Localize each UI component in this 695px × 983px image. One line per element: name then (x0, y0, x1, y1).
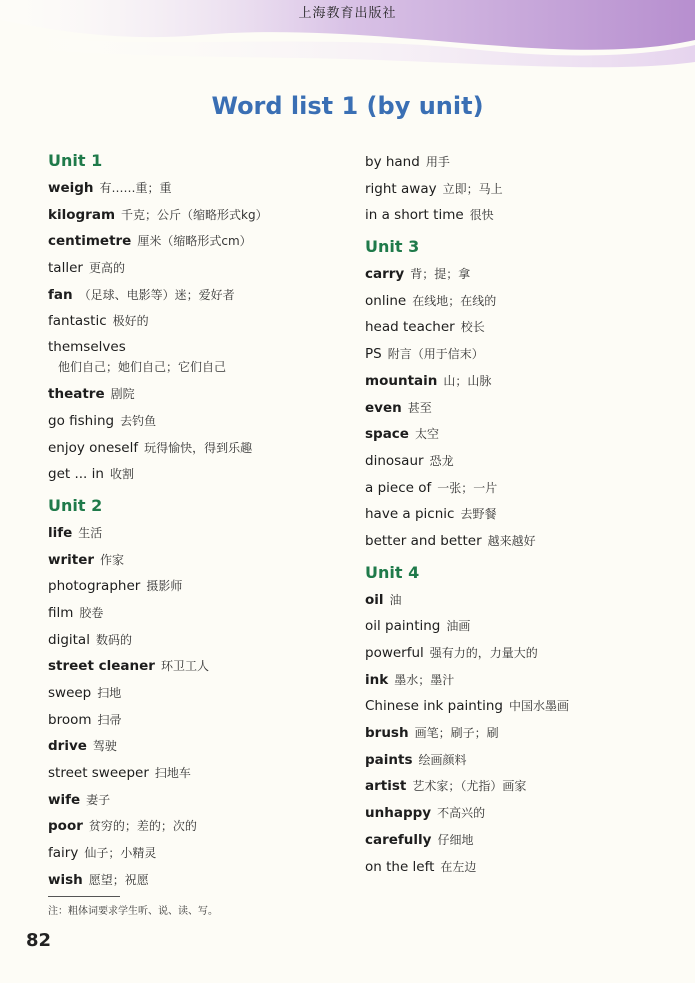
vocab-meaning: 扫地 (97, 686, 122, 700)
vocab-word: digital (48, 631, 90, 648)
vocab-meaning: 很快 (469, 208, 494, 223)
vocab-meaning: 扫帚 (97, 712, 122, 727)
vocab-entry (48, 572, 348, 599)
vocab-word: life (48, 524, 73, 541)
vocab-meaning: 甚至 (407, 400, 432, 415)
vocab-word: kilogram (48, 206, 116, 223)
vocab-entry (48, 380, 348, 407)
vocab-word: writer (48, 551, 95, 568)
vocab-entry (48, 812, 348, 839)
vocab-word: theatre (48, 386, 105, 403)
vocab-entry (48, 334, 348, 380)
vocab-word: oil painting (365, 618, 441, 635)
vocab-meaning: 仔细地 (437, 832, 474, 847)
vocab-meaning: 玩得愉快，得到乐趣 (144, 440, 253, 455)
vocab-meaning: 太空 (414, 427, 439, 442)
vocab-entry (48, 759, 348, 786)
vocab-word: on the left (365, 858, 435, 875)
vocab-entry (365, 474, 685, 501)
footnote-divider (48, 896, 120, 897)
vocab-meaning: 摄影师 (146, 579, 183, 594)
vocab-entry (365, 175, 685, 202)
vocab-meaning: 越来越好 (487, 533, 536, 548)
vocab-entry (365, 500, 685, 527)
vocab-entry (365, 527, 685, 554)
vocab-entry (365, 772, 685, 799)
vocab-word: poor (48, 818, 83, 835)
vocab-word: drive (48, 738, 87, 755)
vocab-entry (48, 307, 348, 334)
vocab-entry (48, 652, 348, 679)
vocab-word: even (365, 399, 402, 416)
unit-heading: Unit 1 (48, 151, 103, 170)
vocab-meaning: 有……重；重 (99, 181, 172, 195)
vocab-entry (48, 519, 348, 546)
vocab-entry (365, 853, 685, 880)
vocab-word: wish (48, 871, 83, 888)
vocab-entry (365, 201, 685, 228)
vocab-entry (48, 786, 348, 813)
vocab-word: Chinese ink painting (365, 698, 503, 715)
vocab-word: right away (365, 180, 437, 197)
vocab-meaning: 油画 (446, 619, 471, 634)
vocab-meaning: 他们自己；她们自己；它们自己 (58, 360, 227, 375)
vocab-meaning: 千克；公斤（缩略形式kg） (121, 207, 268, 222)
vocab-meaning: 收割 (109, 467, 134, 482)
vocab-word: film (48, 604, 74, 621)
vocab-meaning: 山；山脉 (443, 373, 492, 388)
vocab-meaning: 在左边 (440, 859, 477, 874)
vocab-word: dinosaur (365, 452, 424, 469)
page-number: 82 (26, 930, 52, 951)
vocab-word: space (365, 426, 409, 443)
vocab-entry (365, 420, 685, 447)
vocab-word: fan (48, 286, 73, 303)
vocab-entry (365, 719, 685, 746)
vocab-meaning: 极好的 (112, 314, 149, 329)
vocab-entry (48, 599, 348, 626)
vocab-meaning: 环卫工人 (160, 659, 209, 674)
vocab-entry (365, 586, 685, 613)
vocab-meaning: 恐龙 (429, 453, 454, 468)
vocab-entry (365, 666, 685, 693)
vocab-meaning: 在线地；在线的 (412, 293, 497, 308)
vocab-entry (48, 281, 348, 308)
vocab-meaning: 厘米（缩略形式cm） (137, 234, 252, 249)
vocab-word: in a short time (365, 207, 464, 224)
vocab-word: PS (365, 346, 382, 363)
vocab-word: paints (365, 751, 413, 768)
vocab-meaning: 胶卷 (79, 605, 104, 620)
right-column (365, 148, 685, 879)
vocab-meaning: 背；提；拿 (410, 267, 471, 282)
vocab-meaning: 不高兴的 (437, 806, 486, 821)
vocab-meaning: 更高的 (88, 261, 125, 276)
vocab-meaning: 立即；马上 (442, 181, 503, 196)
vocab-word: taller (48, 260, 83, 277)
vocab-entry (48, 706, 348, 733)
vocab-word: carry (365, 266, 405, 283)
vocab-word: fairy (48, 845, 79, 862)
vocab-word: carefully (365, 831, 432, 848)
vocab-word: broom (48, 711, 92, 728)
vocab-word: head teacher (365, 319, 455, 336)
vocab-entry (365, 746, 685, 773)
vocab-meaning: 一张；一片 (437, 480, 498, 495)
vocab-entry (48, 201, 348, 228)
vocab-meaning: 墨水；墨汁 (394, 672, 455, 687)
vocab-word: by hand (365, 154, 420, 170)
vocab-word: wife (48, 791, 81, 808)
vocab-entry (365, 340, 685, 367)
vocab-entry (365, 639, 685, 666)
vocab-meaning: 作家 (100, 552, 125, 567)
vocab-entry (48, 866, 348, 893)
vocab-entry (48, 227, 348, 254)
vocab-word: weigh (48, 180, 94, 196)
vocab-word: sweep (48, 685, 92, 701)
vocab-entry (365, 692, 685, 719)
vocab-word: unhappy (365, 805, 432, 822)
vocab-entry (48, 460, 348, 487)
vocab-word: a piece of (365, 479, 432, 496)
vocab-entry (365, 287, 685, 314)
vocab-meaning: 画笔；刷子；刷 (414, 726, 499, 741)
vocab-word: go fishing (48, 412, 115, 429)
unit-heading: Unit 4 (365, 562, 420, 582)
unit-heading: Unit 3 (365, 237, 420, 257)
page-title: Word list 1 (by unit) (211, 92, 484, 120)
vocab-word: mountain (365, 372, 438, 389)
vocab-entry (48, 732, 348, 759)
vocab-word: themselves (48, 339, 126, 356)
vocab-meaning: 校长 (460, 320, 485, 335)
vocab-entry (365, 260, 685, 287)
vocab-word: get ... in (48, 466, 104, 483)
vocab-word: street sweeper (48, 765, 149, 782)
vocab-meaning: 中国水墨画 (508, 699, 569, 714)
vocab-word: powerful (365, 645, 424, 661)
vocab-meaning: （足球、电影等）迷；爱好者 (78, 287, 235, 302)
vocab-entry (48, 626, 348, 653)
vocab-word: enjoy oneself (48, 439, 139, 456)
vocab-entry (48, 546, 348, 573)
vocab-meaning: 贫穷的；差的；次的 (88, 819, 197, 834)
vocab-entry (48, 174, 348, 201)
vocab-meaning: 附言（用于信末） (387, 347, 484, 362)
vocab-entry (365, 148, 685, 175)
vocab-entry (365, 367, 685, 394)
vocab-word: better and better (365, 532, 482, 549)
unit-heading: Unit 2 (48, 495, 103, 515)
vocab-word: photographer (48, 578, 141, 595)
vocab-meaning: 去野餐 (460, 507, 497, 522)
vocab-meaning: 妻子 (86, 792, 111, 807)
vocab-entry (48, 254, 348, 281)
vocab-word: ink (365, 671, 389, 688)
vocab-meaning: 用手 (425, 155, 450, 169)
footnote: 注：粗体词要求学生听、说、读、写。 (48, 906, 218, 917)
vocab-meaning: 生活 (78, 525, 103, 540)
vocab-entry (48, 839, 348, 866)
vocab-entry (48, 679, 348, 706)
vocab-entry (365, 826, 685, 853)
vocab-word: oil (365, 591, 384, 608)
vocab-entry (365, 447, 685, 474)
vocab-entry (365, 799, 685, 826)
vocab-meaning: 愿望；祝愿 (88, 872, 149, 887)
vocab-meaning: 剧院 (110, 387, 135, 402)
vocab-meaning: 仙子；小精灵 (84, 846, 157, 861)
vocab-meaning: 强有力的，力量大的 (429, 646, 538, 660)
left-column (48, 148, 348, 893)
vocab-meaning: 油 (389, 592, 402, 607)
vocab-word: street cleaner (48, 658, 155, 675)
vocab-meaning: 艺术家；（尤指）画家 (412, 779, 527, 794)
vocab-entry (365, 313, 685, 340)
vocab-entry (365, 394, 685, 421)
vocab-meaning: 数码的 (95, 632, 132, 647)
vocab-meaning: 扫地车 (154, 766, 191, 781)
vocab-word: brush (365, 725, 409, 742)
vocab-entry (48, 407, 348, 434)
vocab-entry (48, 434, 348, 461)
vocab-entry (365, 612, 685, 639)
vocab-word: online (365, 292, 407, 309)
vocab-meaning: 去钓鱼 (120, 413, 157, 428)
vocab-word: artist (365, 778, 407, 795)
vocab-word: have a picnic (365, 506, 455, 523)
publisher-name: 上海教育出版社 (298, 6, 397, 21)
vocab-word: fantastic (48, 313, 107, 330)
vocab-meaning: 驾驶 (92, 739, 117, 754)
vocab-meaning: 绘画颜料 (418, 752, 467, 767)
vocab-word: centimetre (48, 233, 132, 250)
